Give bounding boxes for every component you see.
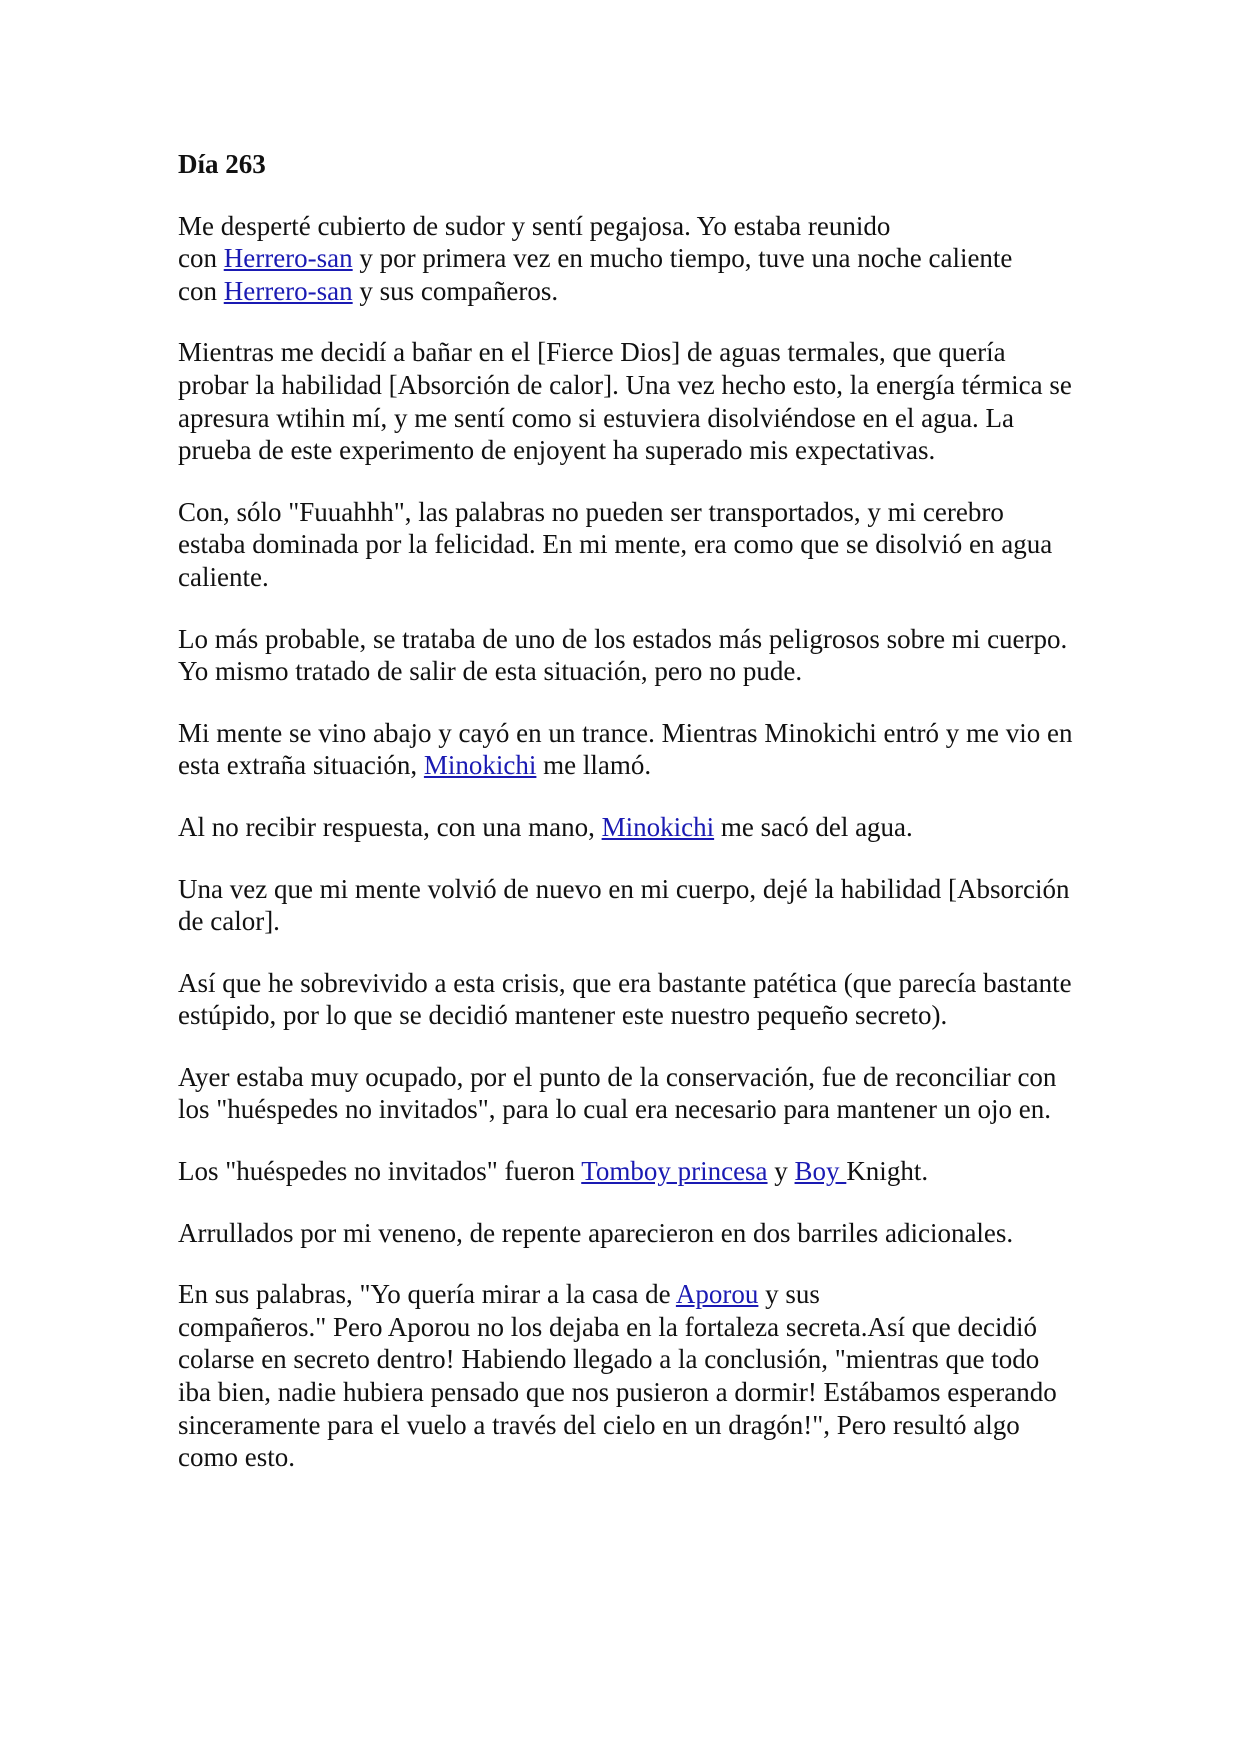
link-minokichi-2[interactable]: Minokichi (601, 811, 715, 842)
text: Los "huéspedes no invitados" fueron (178, 1156, 582, 1187)
link-aporou[interactable]: Aporou (675, 1279, 759, 1310)
paragraph-5 (178, 717, 1078, 782)
text: me sacó del agua. (714, 811, 913, 842)
text: Me desperté cubierto de sudor y sentí pegajosa. Yo estaba reunido (178, 210, 891, 241)
page-title: Día 263 (178, 149, 266, 179)
link-boy[interactable]: Boy (794, 1156, 847, 1187)
text: Mi mente se vino abajo y cayó en un trance. Mientras Minokichi entró y me vio en esta extraña situación, (178, 717, 1073, 781)
paragraph-9: Ayer estaba muy ocupado, por el punto de la conservación, fue de reconciliar con los "huéspedes no invitados", para lo cual era necesario para mantener un ojo en. (178, 1061, 1057, 1125)
paragraph-3: Con, sólo "Fuuahhh", las palabras no pueden ser transportados, y mi cerebro estaba dominada por la felicidad. En mi mente, era como que se disolvió en agua caliente. (178, 496, 1053, 592)
text: y (767, 1156, 795, 1187)
text: En sus palabras, "Yo quería mirar a la casa de (178, 1279, 676, 1310)
paragraph-2: Mientras me decidí a bañar en el [Fierce Dios] de aguas termales, que quería probar la habilidad [Absorción de calor]. Una vez hecho esto, la energía térmica se apresura wtihin mí, y me sentí como si estuviera disolviéndose en el agua. La prueba de este experimento de enjoyent ha superado mis expectativas. (178, 337, 1072, 466)
paragraph-12 (178, 1278, 1078, 1474)
paragraph-10 (178, 1155, 1078, 1188)
paragraph-1 (178, 210, 1078, 308)
text: con (178, 275, 224, 306)
paragraph-6 (178, 811, 1078, 844)
paragraph-11: Arrullados por mi veneno, de repente aparecieron en dos barriles adicionales. (178, 1217, 1014, 1248)
text: y sus (758, 1279, 820, 1310)
link-minokichi[interactable]: Minokichi (423, 750, 537, 781)
text: y por primera vez en mucho tiempo, tuve una noche caliente (352, 243, 1013, 274)
link-herrero-san-2[interactable]: Herrero-san (223, 275, 353, 306)
text: y sus compañeros. (352, 275, 559, 306)
link-tomboy-princesa[interactable]: Tomboy princesa (581, 1156, 768, 1187)
text: con (178, 243, 224, 274)
text: Knight. (846, 1156, 929, 1187)
paragraph-4: Lo más probable, se trataba de uno de los estados más peligrosos sobre mi cuerpo. Yo mismo tratado de salir de esta situación, pero no pude. (178, 623, 1068, 687)
link-herrero-san[interactable]: Herrero-san (223, 243, 353, 274)
text: me llamó. (536, 750, 652, 781)
text: compañeros." Pero Aporou no los dejaba en la fortaleza secreta.Así que decidió colarse en secreto dentro! Habiendo llegado a la conclusión, "mientras que todo iba bien, nadie hubiera pensado que nos pusieron a dormir! Estábamos esperando sinceramente para el vuelo a través del cielo en un dragón!", Pero resultó algo como esto. (178, 1311, 1057, 1473)
text: Al no recibir respuesta, con una mano, (178, 811, 602, 842)
paragraph-8: Así que he sobrevivido a esta crisis, que era bastante patética (que parecía bastante estúpido, por lo que se decidió mantener este nuestro pequeño secreto). (178, 967, 1072, 1031)
document-page (178, 148, 1078, 1503)
paragraph-7: Una vez que mi mente volvió de nuevo en mi cuerpo, dejé la habilidad [Absorción de calor]. (178, 873, 1070, 937)
